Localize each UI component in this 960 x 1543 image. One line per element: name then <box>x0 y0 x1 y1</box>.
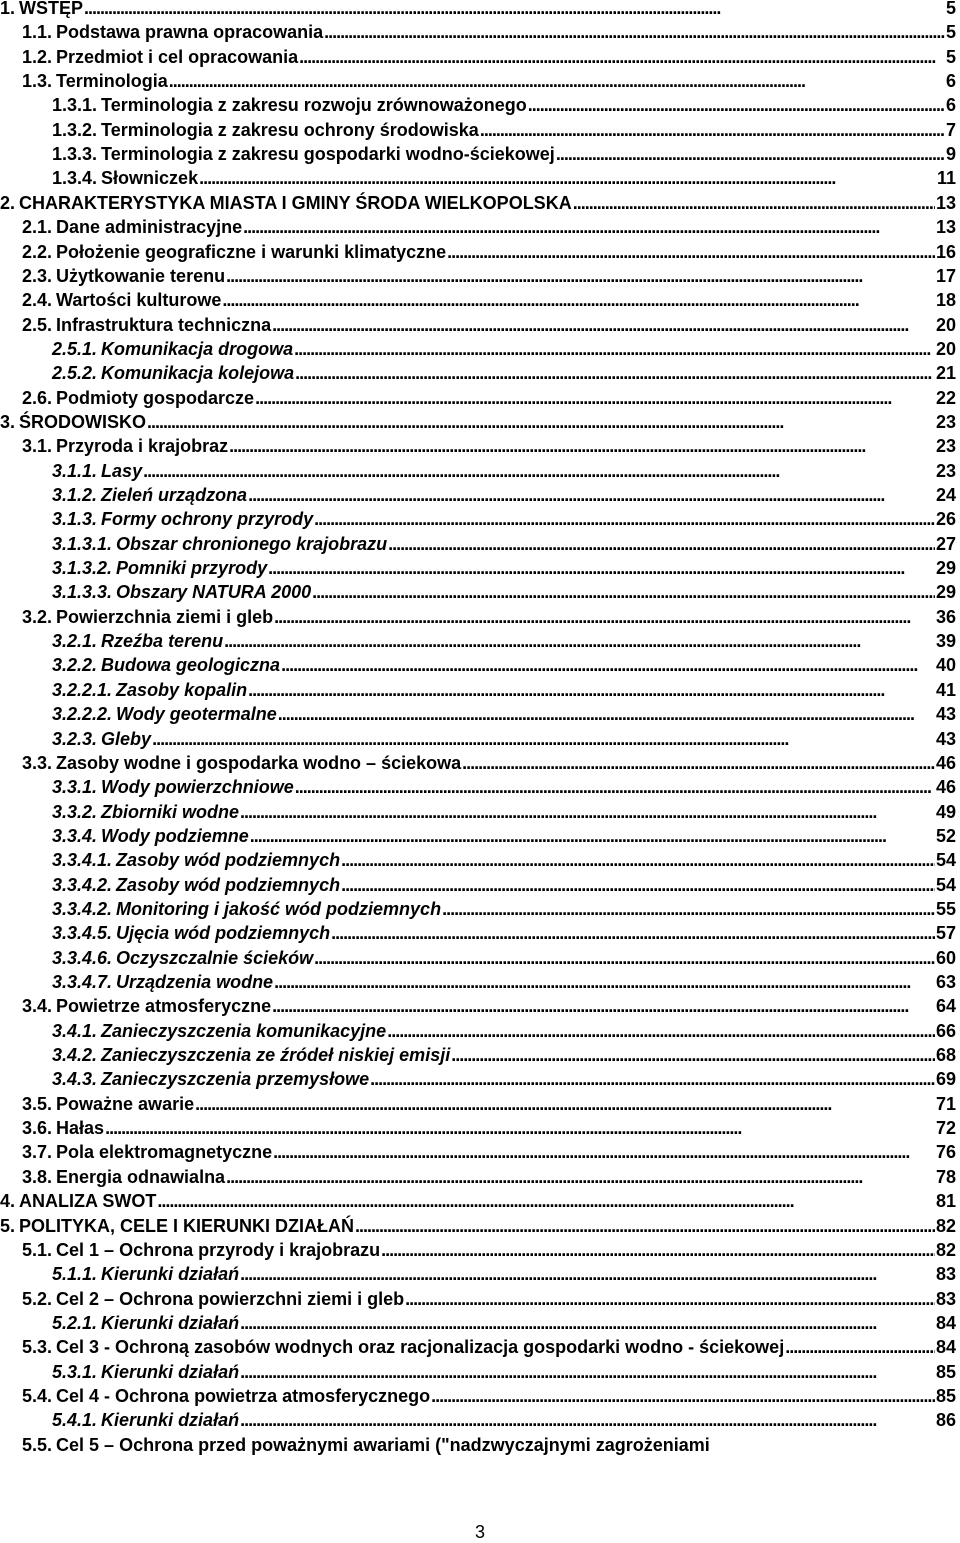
toc-entry-title: Obszar chronionego krajobrazu <box>116 533 388 554</box>
toc-entry-page: 16 <box>935 241 956 262</box>
dot-leader <box>312 580 935 604</box>
toc-entry-page: 60 <box>935 947 956 968</box>
toc-entry-page: 20 <box>935 314 956 335</box>
toc-entry-number: 3.1.3.1. <box>52 533 113 554</box>
toc-entry-number: 2.1. <box>22 217 53 238</box>
toc-entry-title: Wartości kulturowe <box>56 290 222 311</box>
toc-entry-title: Energia odnawialna <box>56 1166 226 1187</box>
toc-entry-page: 84 <box>935 1337 956 1358</box>
dot-leader <box>278 702 935 726</box>
toc-entry-number: 3.1.3.3. <box>52 582 113 603</box>
toc-entry-page: 66 <box>935 1020 956 1041</box>
toc-entry-page: 55 <box>935 898 956 919</box>
dot-leader <box>243 215 935 239</box>
toc-entry-page: 43 <box>935 704 956 725</box>
toc-entry-title: Powietrze atmosferyczne <box>56 996 272 1017</box>
toc-entry[interactable] <box>0 142 956 166</box>
toc-entry-page: 46 <box>935 752 956 773</box>
toc-entry-number: 3.3.4.2. <box>52 898 113 919</box>
toc-entry[interactable] <box>0 507 956 531</box>
toc-entry[interactable] <box>0 873 956 897</box>
toc-entry-title: Urządzenia wodne <box>116 972 274 992</box>
toc-entry[interactable] <box>0 1408 956 1432</box>
dot-leader <box>281 653 935 677</box>
toc-entry-title: Zieleń urządzona <box>101 485 248 505</box>
toc-entry[interactable] <box>0 605 956 629</box>
toc-entry-page: 21 <box>935 363 956 384</box>
toc-entry-page: 41 <box>935 679 956 700</box>
toc-entry-title: Pola elektromagnetyczne <box>56 1142 273 1163</box>
toc-entry-page: 43 <box>935 728 956 749</box>
toc-entry-number: 4. <box>0 1191 16 1212</box>
toc-entry-title: Cel 3 - Ochroną zasobów wodnych oraz racjonalizacja gospodarki wodno - ściekowej <box>56 1337 785 1358</box>
toc-entry-number: 3.6. <box>22 1118 53 1139</box>
toc-entry[interactable] <box>0 580 956 604</box>
dot-leader <box>295 361 935 385</box>
dot-leader <box>447 240 935 264</box>
toc-entry-number: 5.1.1. <box>52 1264 98 1285</box>
toc-entry-page: 82 <box>935 1239 956 1260</box>
dot-leader <box>451 1043 935 1067</box>
toc-entry-page: 23 <box>935 436 956 457</box>
toc-entry-title: Zanieczyszczenia komunikacyjne <box>101 1020 387 1041</box>
dot-leader <box>272 313 935 337</box>
dot-leader <box>143 459 935 483</box>
dot-leader <box>222 288 935 312</box>
toc-entry-page: 82 <box>935 1215 956 1236</box>
toc-entry-title: Kierunki działań <box>101 1361 240 1382</box>
toc-entry-number: 1.3. <box>22 71 53 92</box>
toc-entry-title: Pomniki przyrody <box>116 558 268 579</box>
dot-leader <box>528 93 945 117</box>
toc-entry-page: 29 <box>935 582 956 603</box>
toc-entry-title: Wody powierzchniowe <box>101 777 294 798</box>
toc-entry-number: 2. <box>0 192 16 213</box>
toc-entry-number: 5.1. <box>22 1239 53 1260</box>
toc-entry-title: Terminologia z zakresu rozwoju zrównoważonego <box>101 95 527 116</box>
toc-entry[interactable] <box>0 1335 956 1359</box>
dot-leader <box>105 1116 935 1140</box>
page-number: 3 <box>474 1522 485 1542</box>
toc-entry-title: Powierzchnia ziemi i gleb <box>56 606 274 627</box>
toc-entry-number: 2.5. <box>22 314 53 335</box>
toc-entry-number: 3.8. <box>22 1166 53 1187</box>
toc-entry-title: Komunikacja kolejowa <box>101 363 295 384</box>
toc-entry-page: 29 <box>935 558 956 579</box>
dot-leader <box>84 0 945 20</box>
dot-leader <box>314 507 935 531</box>
toc-entry[interactable] <box>0 1019 956 1043</box>
toc-entry-page: 27 <box>935 533 956 554</box>
toc-entry-title: Zasoby wodne i gospodarka wodno – ściekowa <box>56 752 462 773</box>
toc-entry[interactable] <box>0 20 956 44</box>
dot-leader <box>272 994 935 1018</box>
toc-entry-number: 3.1.3. <box>52 509 98 530</box>
toc-entry-title: Zanieczyszczenia ze źródeł niskiej emisji <box>101 1045 451 1066</box>
toc-entry-page: 84 <box>935 1312 956 1333</box>
toc-entry-page: 13 <box>935 217 956 238</box>
toc-entry[interactable] <box>0 1262 956 1286</box>
dot-leader <box>324 20 945 44</box>
toc-entry[interactable] <box>0 118 956 142</box>
toc-entry-page: 23 <box>935 411 956 432</box>
dot-leader <box>388 532 935 556</box>
toc-entry-title: Obszary NATURA 2000 <box>116 582 312 603</box>
toc-entry-title: Cel 5 – Ochrona przed poważnymi awariami ("nadzwyczajnymi zagrożeniami <box>56 1434 710 1455</box>
dot-leader <box>556 142 945 166</box>
toc-entry-title: Podstawa prawna opracowania <box>56 22 324 43</box>
toc-entry-page: 36 <box>935 606 956 627</box>
toc-entry-page: 40 <box>935 655 956 676</box>
toc-entry-title: Zanieczyszczenia przemysłowe <box>101 1069 370 1090</box>
toc-entry-number: 3.3.4.5. <box>52 923 113 944</box>
toc-entry-title: ANALIZA SWOT <box>19 1191 157 1212</box>
toc-entry-number: 5. <box>0 1215 16 1236</box>
toc-entry[interactable] <box>0 215 956 239</box>
toc-entry-number: 5.2.1. <box>52 1312 98 1333</box>
dot-leader <box>387 1019 935 1043</box>
dot-leader <box>169 69 945 93</box>
dot-leader <box>381 1238 935 1262</box>
toc-entry-page: 9 <box>945 144 956 165</box>
toc-entry[interactable] <box>0 483 956 507</box>
toc-entry-number: 2.6. <box>22 387 53 408</box>
toc-entry[interactable] <box>0 0 956 20</box>
toc-entry-page: 69 <box>935 1069 956 1090</box>
dot-leader <box>273 1140 935 1164</box>
toc-entry-number: 3.2.2. <box>52 655 98 676</box>
dot-leader <box>299 45 945 69</box>
toc-entry-title: Wody geotermalne <box>116 704 277 725</box>
toc-entry[interactable] <box>0 1287 956 1311</box>
toc-entry-number: 3. <box>0 411 16 432</box>
toc-entry-number: 3.2.1. <box>52 631 98 652</box>
toc-entry[interactable] <box>0 946 956 970</box>
toc-entry-number: 3.4.3. <box>52 1069 98 1090</box>
toc-entry-number: 1.3.3. <box>52 144 98 165</box>
toc-entry-page: 23 <box>935 460 956 481</box>
dot-leader <box>224 629 935 653</box>
toc-entry[interactable] <box>0 556 956 580</box>
toc-entry-number: 3.3.1. <box>52 777 98 798</box>
toc-entry-title: Dane administracyjne <box>56 217 243 238</box>
toc-entry[interactable] <box>0 897 956 921</box>
dot-leader <box>480 118 945 142</box>
toc-entry-title: Formy ochrony przyrody <box>101 509 314 530</box>
toc-entry[interactable] <box>0 313 956 337</box>
toc-entry-page: 24 <box>935 485 956 505</box>
toc-entry-number: 3.2.2.2. <box>52 704 113 725</box>
toc-entry[interactable] <box>0 727 956 751</box>
dot-leader <box>314 946 935 970</box>
toc-entry[interactable] <box>0 45 956 69</box>
dot-leader <box>295 775 935 799</box>
toc-entry-number: 3.3. <box>22 752 53 773</box>
toc-entry[interactable] <box>0 824 956 848</box>
toc-entry[interactable] <box>0 629 956 653</box>
toc-entry-page: 68 <box>935 1045 956 1066</box>
toc-entry[interactable] <box>0 970 956 994</box>
toc-entry-title: Oczyszczalnie ścieków <box>116 947 314 968</box>
toc-entry[interactable] <box>0 1311 956 1335</box>
toc-entry[interactable] <box>0 386 956 410</box>
toc-entry-number: 5.5. <box>22 1434 53 1455</box>
toc-entry[interactable] <box>0 1360 956 1384</box>
toc-entry-number: 1.1. <box>22 22 53 43</box>
toc-entry-page: 63 <box>935 972 956 992</box>
dot-leader <box>341 873 935 897</box>
dot-leader <box>195 1092 935 1116</box>
toc-entry[interactable] <box>0 751 956 775</box>
toc-entry-number: 5.2. <box>22 1288 53 1309</box>
toc-entry[interactable] <box>0 848 956 872</box>
toc-entry-page: 18 <box>935 290 956 311</box>
dot-leader <box>240 1360 935 1384</box>
toc-entry-page: 17 <box>935 265 956 286</box>
toc-entry[interactable] <box>0 166 956 190</box>
toc-entry-title: Słowniczek <box>101 168 199 189</box>
toc-entry-title: Komunikacja drogowa <box>101 338 294 359</box>
toc-entry-number: 3.4. <box>22 996 53 1017</box>
toc-entry-title: Cel 4 - Ochrona powietrza atmosferycznego <box>56 1385 431 1406</box>
toc-entry[interactable] <box>0 532 956 556</box>
toc-entry-title: WSTĘP <box>19 0 84 18</box>
toc-entry[interactable] <box>0 1238 956 1262</box>
toc-entry-page: 22 <box>935 387 956 408</box>
toc-entry-page: 72 <box>935 1118 956 1139</box>
toc-entry-title: Przedmiot i cel opracowania <box>56 46 299 67</box>
toc-entry-page: 54 <box>935 850 956 871</box>
toc-entry-number: 3.5. <box>22 1093 53 1114</box>
toc-entry-page: 76 <box>935 1142 956 1163</box>
toc-entry-number: 3.2.2.1. <box>52 679 113 700</box>
toc-entry-page: 5 <box>945 22 956 43</box>
dot-leader <box>370 1067 935 1091</box>
toc-entry-number: 2.2. <box>22 241 53 262</box>
toc-entry[interactable] <box>0 459 956 483</box>
toc-entry-title: Zasoby wód podziemnych <box>116 850 341 871</box>
dot-leader <box>785 1335 935 1359</box>
toc-entry-number: 2.5.2. <box>52 363 98 384</box>
dot-leader <box>157 1189 935 1213</box>
dot-leader <box>274 970 935 994</box>
toc-entry-title: CHARAKTERYSTYKA MIASTA I GMINY ŚRODA WIELKOPOLSKA <box>19 192 572 213</box>
toc-entry-title: Monitoring i jakość wód podziemnych <box>116 898 442 919</box>
toc-entry-number: 1.2. <box>22 46 53 67</box>
toc-entry-title: ŚRODOWISKO <box>19 411 147 432</box>
toc-entry[interactable] <box>0 410 956 434</box>
toc-entry-title: Przyroda i krajobraz <box>56 436 229 457</box>
toc-entry-title: Gleby <box>101 728 152 749</box>
toc-entry-number: 3.2.3. <box>52 728 98 749</box>
toc-entry-title: Cel 1 – Ochrona przyrody i krajobrazu <box>56 1239 381 1260</box>
toc-entry[interactable] <box>0 69 956 93</box>
toc-entry-number: 5.4. <box>22 1385 53 1406</box>
toc-entry[interactable] <box>0 1433 956 1457</box>
toc-entry[interactable] <box>0 994 956 1018</box>
toc-entry-title: POLITYKA, CELE I KIERUNKI DZIAŁAŃ <box>19 1215 355 1236</box>
toc-entry-number: 3.1. <box>22 436 53 457</box>
toc-entry-page: 64 <box>935 996 956 1017</box>
toc-entry-page: 78 <box>935 1166 956 1187</box>
dot-leader <box>250 824 935 848</box>
dot-leader <box>240 800 935 824</box>
dot-leader <box>405 1287 935 1311</box>
toc-entry[interactable] <box>0 1384 956 1408</box>
toc-entry-number: 2.4. <box>22 290 53 311</box>
toc-entry-page: 26 <box>935 509 956 530</box>
toc-entry-title: Użytkowanie terenu <box>56 265 226 286</box>
dot-leader <box>431 1384 935 1408</box>
toc-entry-number: 5.3. <box>22 1337 53 1358</box>
toc-entry[interactable] <box>0 264 956 288</box>
toc-entry-number: 2.3. <box>22 265 53 286</box>
dot-leader <box>255 386 935 410</box>
toc-entry[interactable] <box>0 337 956 361</box>
toc-entry-title: Terminologia z zakresu gospodarki wodno-ściekowej <box>101 144 555 165</box>
toc-entry-number: 2.5.1. <box>52 338 98 359</box>
toc-entry-page: 5 <box>945 0 956 18</box>
dot-leader <box>248 678 935 702</box>
toc-entry[interactable] <box>0 678 956 702</box>
toc-entry[interactable] <box>0 702 956 726</box>
toc-entry-title: Lasy <box>101 460 143 481</box>
toc-entry-page: 71 <box>935 1093 956 1114</box>
toc-entry[interactable] <box>0 240 956 264</box>
toc-entry-page: 52 <box>935 825 956 846</box>
toc-entry-page: 39 <box>935 631 956 652</box>
toc-entry[interactable] <box>0 1043 956 1067</box>
dot-leader <box>331 921 935 945</box>
toc-entry-title: Budowa geologiczna <box>101 655 281 676</box>
toc-entry-page: 20 <box>935 338 956 359</box>
dot-leader <box>226 1165 935 1189</box>
toc-entry[interactable] <box>0 1092 956 1116</box>
toc-entry-number: 3.4.2. <box>52 1045 98 1066</box>
toc-entry-title: Infrastruktura techniczna <box>56 314 272 335</box>
toc-entry-number: 3.3.4.6. <box>52 947 113 968</box>
dot-leader <box>462 751 935 775</box>
toc-entry-number: 3.3.2. <box>52 801 98 822</box>
toc-entry-page: 7 <box>945 119 956 140</box>
dot-leader <box>240 1311 935 1335</box>
toc-entry-page: 85 <box>935 1385 956 1406</box>
toc-entry[interactable] <box>0 1140 956 1164</box>
toc-entry-number: 1. <box>0 0 16 18</box>
toc-entry-number: 5.4.1. <box>52 1410 98 1431</box>
toc-entry-page: 5 <box>945 46 956 67</box>
toc-entry[interactable] <box>0 800 956 824</box>
toc-entry-title: Zasoby kopalin <box>116 679 248 700</box>
toc-entry-title: Kierunki działań <box>101 1264 240 1285</box>
dot-leader <box>268 556 935 580</box>
dot-leader <box>294 337 935 361</box>
toc-entry-title: Zasoby wód podziemnych <box>116 874 341 895</box>
toc-entry-number: 3.2. <box>22 606 53 627</box>
dot-leader <box>248 483 935 507</box>
toc-entry-number: 1.3.1. <box>52 95 98 116</box>
toc-entry-page: 46 <box>935 777 956 798</box>
dot-leader <box>573 191 935 215</box>
toc-entry-title: Położenie geograficzne i warunki klimatyczne <box>56 241 447 262</box>
toc-entry-number: 3.7. <box>22 1142 53 1163</box>
toc-entry[interactable] <box>0 288 956 312</box>
toc-entry-page: 6 <box>945 71 956 92</box>
toc-entry-number: 5.3.1. <box>52 1361 98 1382</box>
toc-entry[interactable] <box>0 1067 956 1091</box>
dot-leader <box>147 410 935 434</box>
toc-entry-title: Zbiorniki wodne <box>101 801 240 822</box>
toc-entry-title: Poważne awarie <box>56 1093 195 1114</box>
toc-entry-number: 3.1.1. <box>52 460 98 481</box>
toc-entry[interactable] <box>0 775 956 799</box>
toc-entry[interactable] <box>0 1214 956 1238</box>
toc-entry-number: 3.3.4.1. <box>52 850 113 871</box>
toc-entry[interactable] <box>0 653 956 677</box>
toc-entry-number: 1.3.2. <box>52 119 98 140</box>
toc-entry-number: 3.3.4.2. <box>52 874 113 895</box>
toc-entry-number: 3.3.4.7. <box>52 972 113 992</box>
toc-entry-number: 3.1.2. <box>52 485 98 505</box>
toc-entry-number: 3.3.4. <box>52 825 98 846</box>
dot-leader <box>240 1262 935 1286</box>
toc-entry-page: 13 <box>935 192 956 213</box>
dot-leader <box>355 1214 935 1238</box>
toc-entry[interactable] <box>0 434 956 458</box>
toc-entry[interactable] <box>0 1165 956 1189</box>
toc-entry-page: 6 <box>945 95 956 116</box>
toc-entry-title: Rzeźba terenu <box>101 631 224 652</box>
toc-entry-title: Kierunki działań <box>101 1410 240 1431</box>
toc-entry-title: Terminologia <box>56 71 168 92</box>
toc-entry-title: Ujęcia wód podziemnych <box>116 923 331 944</box>
toc-entry-page: 81 <box>935 1191 956 1212</box>
dot-leader <box>226 264 935 288</box>
dot-leader <box>229 434 935 458</box>
dot-leader <box>199 166 936 190</box>
toc-entry-title: Terminologia z zakresu ochrony środowiska <box>101 119 479 140</box>
toc-entry-number: 3.1.3.2. <box>52 558 113 579</box>
dot-leader <box>341 848 935 872</box>
toc-entry-number: 3.4.1. <box>52 1020 98 1041</box>
toc-entry-title: Wody podziemne <box>101 825 249 846</box>
dot-leader <box>240 1408 935 1432</box>
dot-leader <box>442 897 935 921</box>
toc-entry[interactable] <box>0 361 956 385</box>
toc-entry[interactable] <box>0 93 956 117</box>
toc-entry-page: 49 <box>935 801 956 822</box>
toc-entry[interactable] <box>0 921 956 945</box>
toc-entry-page: 54 <box>935 874 956 895</box>
toc-entry-title: Hałas <box>56 1118 105 1139</box>
toc-entry-title: Podmioty gospodarcze <box>56 387 255 408</box>
toc-entry[interactable] <box>0 191 956 215</box>
toc-entry[interactable] <box>0 1116 956 1140</box>
toc-entry-title: Cel 2 – Ochrona powierzchni ziemi i gleb <box>56 1288 405 1309</box>
toc-entry-page: 83 <box>935 1288 956 1309</box>
toc-entry-title: Kierunki działań <box>101 1312 240 1333</box>
toc-entry[interactable] <box>0 1189 956 1213</box>
toc-entry-page: 86 <box>935 1410 956 1431</box>
toc-entry-page: 83 <box>935 1264 956 1285</box>
toc-entry-page: 57 <box>935 923 956 944</box>
toc-entry-page: 85 <box>935 1361 956 1382</box>
dot-leader <box>274 605 935 629</box>
toc-entry-number: 1.3.4. <box>52 168 98 189</box>
dot-leader <box>152 727 935 751</box>
toc-entry-page: 11 <box>936 168 956 189</box>
